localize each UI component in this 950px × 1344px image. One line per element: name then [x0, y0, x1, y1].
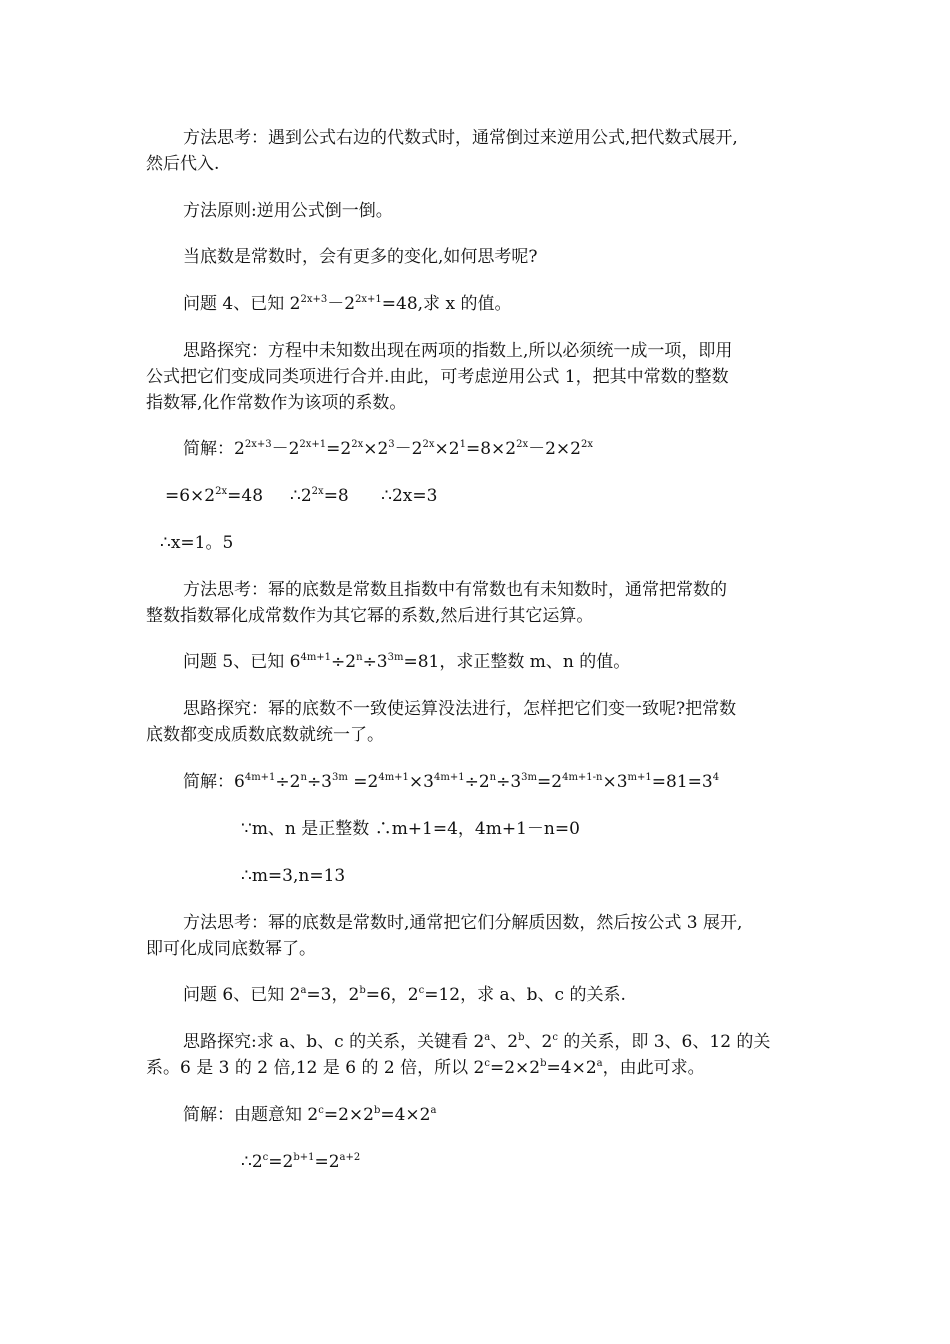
solution-line: 简解：$2^{2x+3}-2^{2x+1}=2^{2x}\times 2^3-2^{2x}\times 2^1=8\times 2^{2x}-2\times 2^{2x}$	[183, 439, 593, 459]
paragraph-line: 方法原则:逆用公式倒一倒。	[183, 201, 393, 221]
paragraph-line: 方法思考：幂的底数是常数时,通常把它们分解质因数，然后按公式 3 展开,	[183, 913, 743, 933]
paragraph-line: 公式把它们变成同类项进行合并.由此，可考虑逆用公式 1，把其中常数的整数	[146, 367, 729, 387]
paragraph-line: 底数都变成质数底数就统一了。	[146, 725, 384, 745]
solution-line: $\therefore 2^c=2^{b+1}=2^{a+2}$	[241, 1152, 361, 1172]
paragraph-line: 然后代入.	[146, 154, 220, 174]
problem-4-statement: 问题 4、已知 $2^{2x+3}-2^{2x+1}=48$,求 x 的值。	[183, 294, 512, 314]
paragraph-line: 整数指数幂化成常数作为其它幂的系数,然后进行其它运算。	[146, 606, 594, 626]
solution-line: ∴m=3,n=13	[241, 866, 346, 886]
paragraph-line: 思路探究:求 a、b、c 的关系，关键看 2$^a$、2$^b$、2$^c$ 的关系，即 3、6、12 的关	[183, 1032, 771, 1052]
paragraph-line: 思路探究：幂的底数不一致使运算没法进行，怎样把它们变一致呢?把常数	[183, 699, 737, 719]
solution-line: 简解：$6^{4m+1}\div 2^n\div 3^{3m} =2^{4m+1}\times 3^{4m+1}\div 2^n\div 3^{3m}=2^{4m+1-n}\times 3^{m+1}=81=3^4$	[183, 772, 720, 792]
problem-5-statement: 问题 5、已知 $6^{4m+1}\div 2^n\div 3^{3m}=81$，求正整数 m、n 的值。	[183, 652, 631, 672]
paragraph-line: 当底数是常数时，会有更多的变化,如何思考呢?	[183, 247, 538, 267]
paragraph-line: 指数幂,化作常数作为该项的系数。	[146, 393, 407, 413]
solution-line: 简解：由题意知 $2^c=2\times 2^b=4\times 2^a$	[183, 1105, 437, 1125]
solution-line: ∴x=1。5	[160, 533, 234, 553]
paragraph-line: 方法思考：幂的底数是常数且指数中有常数也有未知数时，通常把常数的	[183, 580, 727, 600]
paragraph-line: 即可化成同底数幂了。	[146, 939, 316, 959]
solution-line: $=6\times 2^{2x}=48$ $\therefore 2^{2x}=8$ ∴2x=3	[165, 486, 438, 506]
problem-6-statement: 问题 6、已知 $2^a=3$，$2^b=6$，$2^c=12$，求 a、b、c 的关系.	[183, 985, 626, 1005]
solution-line: ∵m、n 是正整数 ∴m+1=4，4m+1－n=0	[241, 819, 580, 839]
paragraph-line: 方法思考：遇到公式右边的代数式时，通常倒过来逆用公式,把代数式展开,	[183, 128, 738, 148]
paragraph-line: 思路探究：方程中未知数出现在两项的指数上,所以必须统一成一项，即用	[183, 341, 733, 361]
paragraph-line: 系。6 是 3 的 2 倍,12 是 6 的 2 倍，所以 $2^c=2\times 2^b=4\times 2^a$，由此可求。	[146, 1058, 705, 1078]
